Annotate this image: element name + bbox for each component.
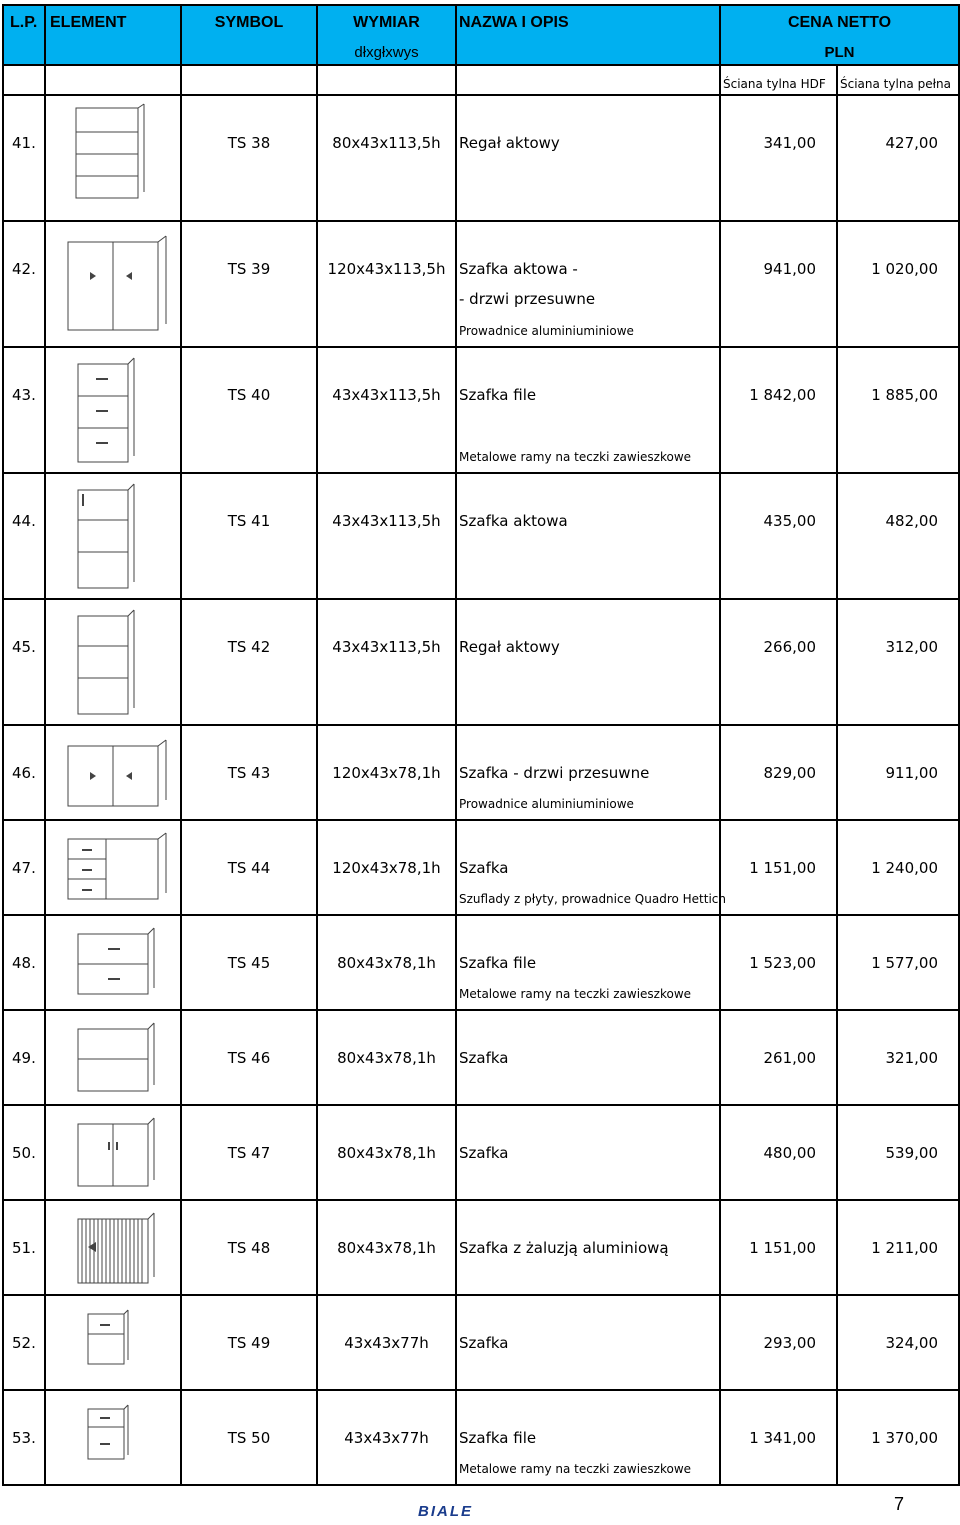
price-table (2, 4, 960, 1486)
col-full: Ściana tylna pełna (837, 65, 959, 95)
cell-price-full: 1 885,00 (837, 347, 959, 473)
drawer-cabinet-icon (56, 827, 172, 910)
cell-element (45, 347, 181, 473)
cell-dim: 80x43x78,1h (317, 1105, 456, 1200)
cell-lp: 52. (3, 1295, 45, 1390)
cell-price-full: 1 577,00 (837, 915, 959, 1010)
cell-element (45, 725, 181, 820)
cell-element (45, 1010, 181, 1105)
cell-price-full: 1 370,00 (837, 1390, 959, 1485)
table-row (3, 725, 959, 820)
item-note: Prowadnice aluminiuminiowe (459, 324, 634, 338)
cell-name: Regał aktowy (456, 95, 720, 221)
cell-name: Szafka (456, 1010, 720, 1105)
small-cabinet-icon (56, 1302, 172, 1385)
cell-price-hdf: 293,00 (720, 1295, 837, 1390)
table-row (3, 473, 959, 599)
cell-symbol: TS 43 (181, 725, 317, 820)
header-element: ELEMENT (45, 5, 181, 65)
cell-price-hdf: 1 151,00 (720, 820, 837, 915)
item-name-line2: - drzwi przesuwne (459, 290, 596, 308)
cell-symbol: TS 39 (181, 221, 317, 347)
cell-symbol: TS 48 (181, 1200, 317, 1295)
cell-symbol: TS 49 (181, 1295, 317, 1390)
table-row (3, 1105, 959, 1200)
cell-lp: 43. (3, 347, 45, 473)
cell-price-hdf: 261,00 (720, 1010, 837, 1105)
header-name: NAZWA I OPIS (456, 5, 720, 65)
table-row (3, 221, 959, 347)
cell-price-hdf: 1 523,00 (720, 915, 837, 1010)
cell-price-full: 324,00 (837, 1295, 959, 1390)
cell-lp: 50. (3, 1105, 45, 1200)
cell-price-hdf: 480,00 (720, 1105, 837, 1200)
open-shelf-icon (56, 102, 172, 216)
cell-price-full: 1 020,00 (837, 221, 959, 347)
item-note: Prowadnice aluminiuminiowe (459, 797, 634, 811)
table-row (3, 915, 959, 1010)
sliding-door-cabinet-icon (56, 228, 172, 342)
cell-element (45, 473, 181, 599)
cell-price-hdf: 829,00 (720, 725, 837, 820)
door-cabinet-icon (56, 480, 172, 594)
cell-price-full: 911,00 (837, 725, 959, 820)
cell-lp: 45. (3, 599, 45, 725)
cell-dim: 43x43x113,5h (317, 473, 456, 599)
cell-name: Szafka (456, 1295, 720, 1390)
cell-symbol: TS 46 (181, 1010, 317, 1105)
low-sliding-cabinet-icon (56, 732, 172, 815)
item-note: Metalowe ramy na teczki zawieszkowe (459, 1462, 692, 1476)
cell-lp: 44. (3, 473, 45, 599)
cell-price-full: 1 240,00 (837, 820, 959, 915)
low-door-cabinet-icon (56, 1112, 172, 1195)
cell-name: Szafka aktowa - - drzwi przesuwne Prowadnice aluminiuminiowe (456, 221, 720, 347)
cell-symbol: TS 47 (181, 1105, 317, 1200)
roller-shutter-cabinet-icon (56, 1207, 172, 1290)
cell-name: Szafka file Metalowe ramy na teczki zawieszkowe (456, 1390, 720, 1485)
cell-dim: 80x43x78,1h (317, 1010, 456, 1105)
cell-price-hdf: 1 842,00 (720, 347, 837, 473)
table-row (3, 1010, 959, 1105)
cell-lp: 53. (3, 1390, 45, 1485)
cell-lp: 41. (3, 95, 45, 221)
table-row (3, 347, 959, 473)
cell-price-hdf: 435,00 (720, 473, 837, 599)
item-note: Metalowe ramy na teczki zawieszkowe (459, 450, 692, 464)
cell-price-full: 312,00 (837, 599, 959, 725)
cell-symbol: TS 41 (181, 473, 317, 599)
cell-dim: 120x43x78,1h (317, 725, 456, 820)
header-lp: L.P. (3, 5, 45, 65)
cell-symbol: TS 50 (181, 1390, 317, 1485)
cell-element (45, 221, 181, 347)
narrow-shelf-icon (56, 606, 172, 720)
cell-price-hdf: 1 151,00 (720, 1200, 837, 1295)
low-file-cabinet-icon (56, 922, 172, 1005)
cell-price-hdf: 1 341,00 (720, 1390, 837, 1485)
table-row (3, 599, 959, 725)
cell-dim: 120x43x113,5h (317, 221, 456, 347)
cell-dim: 80x43x78,1h (317, 1200, 456, 1295)
cell-lp: 46. (3, 725, 45, 820)
table-row (3, 95, 959, 221)
cell-price-full: 539,00 (837, 1105, 959, 1200)
item-note: Szuflady z płyty, prowadnice Quadro Hettich (459, 892, 726, 906)
cell-symbol: TS 44 (181, 820, 317, 915)
header-price: CENA NETTO PLN (720, 5, 959, 65)
low-open-cabinet-icon (56, 1017, 172, 1100)
cell-name: Szafka Szuflady z płyty, prowadnice Quadro Hettich (456, 820, 720, 915)
cell-price-full: 1 211,00 (837, 1200, 959, 1295)
cell-dim: 80x43x78,1h (317, 915, 456, 1010)
cell-price-hdf: 266,00 (720, 599, 837, 725)
cell-dim: 43x43x113,5h (317, 599, 456, 725)
cell-dim: 43x43x77h (317, 1390, 456, 1485)
small-file-cabinet-icon (56, 1397, 172, 1480)
cell-lp: 48. (3, 915, 45, 1010)
table-row (3, 820, 959, 915)
table-row (3, 1200, 959, 1295)
cell-element (45, 1390, 181, 1485)
cell-name: Regał aktowy (456, 599, 720, 725)
cell-price-full: 482,00 (837, 473, 959, 599)
cell-name: Szafka file Metalowe ramy na teczki zawieszkowe (456, 347, 720, 473)
cell-element (45, 599, 181, 725)
cell-dim: 120x43x78,1h (317, 820, 456, 915)
cell-lp: 42. (3, 221, 45, 347)
cell-name: Szafka - drzwi przesuwne Prowadnice aluminiuminiowe (456, 725, 720, 820)
cell-name: Szafka (456, 1105, 720, 1200)
header-symbol: SYMBOL (181, 5, 317, 65)
subheader-row (3, 65, 959, 95)
cell-price-hdf: 341,00 (720, 95, 837, 221)
cell-element (45, 820, 181, 915)
table-row (3, 1295, 959, 1390)
cell-lp: 47. (3, 820, 45, 915)
cell-element (45, 1105, 181, 1200)
cell-price-full: 321,00 (837, 1010, 959, 1105)
cell-name: Szafka z żaluzją aluminiową (456, 1200, 720, 1295)
item-note: Metalowe ramy na teczki zawieszkowe (459, 987, 692, 1001)
table-header (3, 5, 959, 65)
cell-dim: 80x43x113,5h (317, 95, 456, 221)
header-dim: WYMIAR dłxgłxwys (317, 5, 456, 65)
brand-logo: BIALE (418, 1503, 473, 1520)
cell-element (45, 1295, 181, 1390)
page-number: 7 (894, 1494, 905, 1514)
table-row (3, 1390, 959, 1485)
cell-lp: 51. (3, 1200, 45, 1295)
file-cabinet-icon (56, 354, 172, 468)
cell-dim: 43x43x113,5h (317, 347, 456, 473)
cell-name: Szafka aktowa (456, 473, 720, 599)
cell-dim: 43x43x77h (317, 1295, 456, 1390)
cell-element (45, 1200, 181, 1295)
cell-element (45, 95, 181, 221)
col-hdf: Ściana tylna HDF (720, 65, 837, 95)
cell-symbol: TS 42 (181, 599, 317, 725)
cell-symbol: TS 45 (181, 915, 317, 1010)
cell-symbol: TS 40 (181, 347, 317, 473)
cell-lp: 49. (3, 1010, 45, 1105)
cell-price-full: 427,00 (837, 95, 959, 221)
cell-element (45, 915, 181, 1010)
cell-price-hdf: 941,00 (720, 221, 837, 347)
cell-symbol: TS 38 (181, 95, 317, 221)
cell-name: Szafka file Metalowe ramy na teczki zawieszkowe (456, 915, 720, 1010)
